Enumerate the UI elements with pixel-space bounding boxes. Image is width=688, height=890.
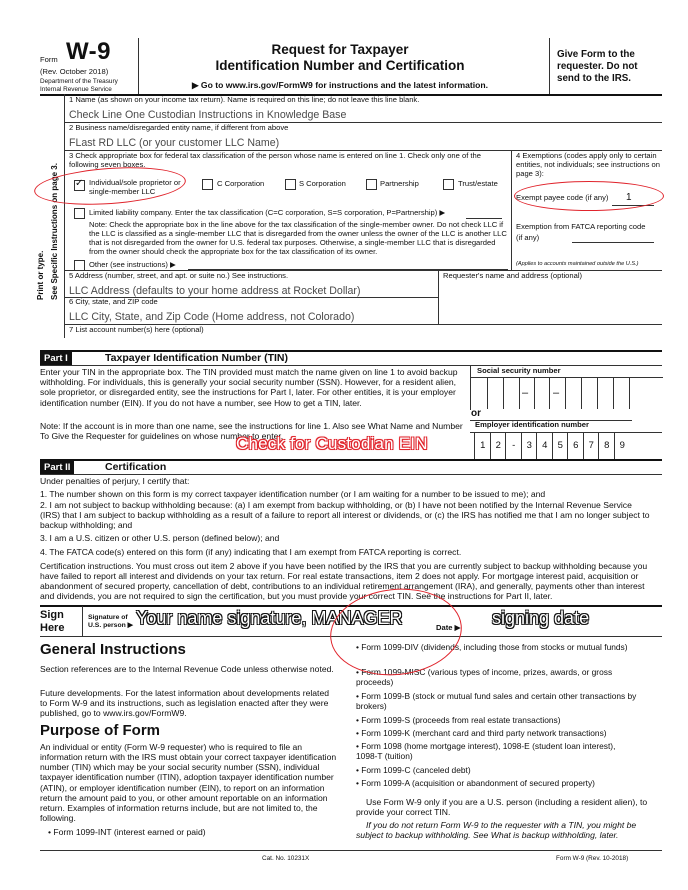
- line1-label: 1 Name (as shown on your income tax return). Name is required on this line; do not leave this line blank.: [69, 95, 420, 104]
- date-label: Date ▶: [436, 623, 461, 632]
- date-field[interactable]: signing date: [492, 608, 590, 628]
- use-w9-paragraph: Use Form W-9 only if you are a U.S. person (including a resident alien), to provide your correct TIN.: [356, 797, 648, 818]
- cert-item4: 4. The FATCA code(s) entered on this form (if any) indicating that I am exempt from FATCA reporting is correct.: [40, 547, 462, 557]
- give-form-note: Give Form to the requester. Do not send to the IRS.: [557, 49, 638, 84]
- line3-label: 3 Check appropriate box for federal tax classification of the person whose name is entered on line 1. Check only one of the following seven boxes.: [69, 151, 481, 169]
- individual-label: Individual/sole proprietor or single-member LLC: [89, 178, 181, 196]
- part1-title: Taxpayer Identification Number (TIN): [105, 352, 288, 364]
- cert-item1: 1. The number shown on this form is my correct taxpayer identification number (or I am waiting for a number to be issued to me); and: [40, 489, 546, 499]
- footer-form-ref: Form W-9 (Rev. 10-2018): [556, 855, 629, 862]
- bullet-item: • Form 1099-A (acquisition or abandonment of secured property): [356, 778, 595, 788]
- goto-instructions: ▶ Go to www.irs.gov/FormW9 for instructions and the latest information.: [191, 80, 489, 90]
- department: Department of the Treasury: [40, 78, 118, 85]
- ein-digit: 8: [598, 433, 615, 459]
- ein-digit: 5: [552, 433, 569, 459]
- signature-field[interactable]: Your name signature, MANAGER: [136, 608, 403, 628]
- purpose-p: An individual or entity (Form W-9 requester) who is required to file an information return with the IRS must obtain your correct taxpayer identification number (TIN) which may be your social security number (SSN), individual taxpayer identification number (ITIN), adoption taxpayer identification number (ATIN), or employer identification number (EIN), to report on an information return the amount paid to you, or other amount reportable on an information return. Examples of information returns include, but are not limited to, the following.: [40, 742, 337, 823]
- ein-digit: 3: [521, 433, 538, 459]
- ssn-label: Social security number: [477, 366, 561, 375]
- part1-label: Part I: [40, 352, 72, 365]
- part2-title: Certification: [105, 461, 167, 473]
- ssn-box: [470, 365, 663, 410]
- exempt-payee-code[interactable]: 1: [626, 192, 632, 203]
- trust-estate-label: Trust/estate: [458, 179, 498, 188]
- llc-classification-field[interactable]: [466, 218, 502, 219]
- line5-address-field[interactable]: LLC Address (defaults to your home address at Rocket Dollar): [69, 285, 361, 297]
- fatca-code-field[interactable]: [572, 242, 654, 243]
- general-instructions-title: General Instructions: [40, 641, 186, 658]
- or-label: or: [471, 408, 481, 419]
- llc-checkbox[interactable]: [74, 208, 85, 219]
- ein-digit: 4: [536, 433, 553, 459]
- ein-input[interactable]: [470, 433, 640, 460]
- bullet-item: • Form 1099-C (canceled debt): [356, 765, 471, 775]
- signature-label: Signature of U.S. person ▶: [88, 614, 133, 630]
- cert-item2: 2. I am not subject to backup withholding because: (a) I am exempt from backup withholding, or (b) I have not been notified by the Internal Revenue Service (IRS) that I am subject to backup withholding as a result of a failure to report all interest or dividends, or (c) the IRS has notified me that I am no longer subject to backup withholding; and: [40, 500, 650, 531]
- future-developments: Future developments. For the latest information about developments related to Form W-9 and its instructions, such as legislation enacted after they were published, go to www.irs.gov/FormW9.: [40, 688, 330, 719]
- form-title-line1: Request for Taxpayer: [271, 42, 409, 57]
- ein-digit: 2: [490, 433, 507, 459]
- ein-label: Employer identification number: [475, 420, 589, 429]
- purpose-title: Purpose of Form: [40, 722, 161, 739]
- ein-box: [470, 420, 662, 460]
- ein-digit: 6: [567, 433, 584, 459]
- part1-body: Enter your TIN in the appropriate box. The TIN provided must match the name given on line 1 to avoid backup withholding. For individuals, this is generally your social security number (SSN). However, for a resident alien, sole proprietor, or disregarded entity, see the instructions for Part I, later. For other entities, it is your employer identification number (EIN). If you do not have a number, see How to get a TIN, later.: [40, 367, 458, 408]
- ein-digit: 9: [614, 433, 631, 459]
- form-revision: (Rev. October 2018): [40, 67, 109, 76]
- ein-digit: 1: [474, 433, 491, 459]
- general-p1: Section references are to the Internal Revenue Code unless otherwise noted.: [40, 664, 334, 674]
- sign-here-label: Sign Here: [40, 609, 65, 634]
- irs-label: Internal Revenue Service: [40, 86, 112, 93]
- part2-label: Part II: [40, 461, 74, 474]
- bullet-item: • Form 1099-DIV (dividends, including those from stocks or mutual funds): [356, 642, 628, 652]
- line2-business-name-field[interactable]: FLast RD LLC (or your customer LLC Name): [69, 137, 280, 149]
- form-title-line2: Identification Number and Certification: [215, 58, 465, 73]
- trust-estate-checkbox[interactable]: [443, 179, 454, 190]
- cert-instructions: Certification instructions. You must cross out item 2 above if you have been notified by the IRS that you are currently subject to backup withholding because you have failed to report all interest and dividends on your tax return. For real estate transactions, item 2 does not apply. For mortgage interest paid, acquisition or abandonment of secured property, cancellation of debt, contributions to an individual retirement arrangement (IRA), and generally, payments other than interest and dividends, you are not required to sign the certification, but you must provide your correct TIN. See the instructions for Part II, later.: [40, 561, 648, 602]
- c-corporation-label: C Corporation: [217, 179, 265, 188]
- side-label-print: Print or type.: [36, 250, 45, 300]
- requester-label: Requester's name and address (optional): [443, 271, 583, 280]
- llc-note: Note: Check the appropriate box in the line above for the tax classification of the single-member owner. Do not check LLC if the LLC is classified as a single-member LLC that is disregarded from the owner unless the owner of the LLC is another LLC that is not disregarded from the owner for U.S. federal tax purposes. Otherwise, a single-member LLC that is disregarded from the owner should check the appropriate box for the tax classification of its owner.: [89, 220, 507, 256]
- bullet-item: • Form 1099-K (merchant card and third party network transactions): [356, 728, 607, 738]
- bullet-item: • Form 1099-S (proceeds from real estate transactions): [356, 715, 561, 725]
- catalog-number: Cat. No. 10231X: [262, 855, 310, 862]
- custodian-ein-annotation: Check for Custodian EIN: [236, 434, 428, 453]
- form-number: W-9: [66, 38, 112, 65]
- exempt-payee-highlight-oval: [514, 181, 664, 211]
- ein-digit: -: [505, 433, 522, 459]
- bullet-1099-int: • Form 1099-INT (interest earned or paid): [48, 827, 206, 837]
- line2-label: 2 Business name/disregarded entity name, if different from above: [69, 123, 289, 132]
- s-corporation-checkbox[interactable]: [285, 179, 296, 190]
- cert-item3: 3. I am a U.S. citizen or other U.S. person (defined below); and: [40, 533, 280, 543]
- partnership-checkbox[interactable]: [366, 179, 377, 190]
- backup-withholding-paragraph: If you do not return Form W-9 to the requester with a TIN, you might be subject to backup withholding. See What is backup withholding, later.: [356, 820, 637, 841]
- line5-label: 5 Address (number, street, and apt. or suite no.) See instructions.: [69, 271, 289, 280]
- exempt-payee-label: Exempt payee code (if any): [516, 193, 609, 202]
- other-label: Other (see instructions) ▶: [89, 260, 176, 269]
- bullet-item: • Form 1099-MISC (various types of income, prizes, awards, or gross proceeds): [356, 667, 613, 687]
- c-corporation-checkbox[interactable]: [202, 179, 213, 190]
- bullet-item: • Form 1099-B (stock or mutual fund sales and certain other transactions by brokers): [356, 691, 637, 711]
- line6-label: 6 City, state, and ZIP code: [69, 297, 158, 306]
- partnership-label: Partnership: [380, 179, 419, 188]
- fatca-note: (Applies to accounts maintained outside the U.S.): [516, 261, 639, 267]
- form-label: Form: [40, 55, 58, 64]
- side-label-see: See Specific Instructions on page 3.: [50, 163, 59, 300]
- bullet-item: • Form 1098 (home mortgage interest), 1098-E (student loan interest), 1098-T (tuition): [356, 741, 616, 761]
- llc-label: Limited liability company. Enter the tax classification (C=C corporation, S=S corporation, P=Partnership) ▶: [89, 208, 446, 217]
- ssn-input[interactable]: – –: [471, 377, 663, 410]
- ein-digit: 7: [583, 433, 600, 459]
- fatca-label: Exemption from FATCA reporting code (if any): [516, 222, 646, 243]
- s-corporation-label: S Corporation: [299, 179, 346, 188]
- line7-label: 7 List account number(s) here (optional): [69, 325, 204, 334]
- part2-intro: Under penalties of perjury, I certify that:: [40, 476, 190, 486]
- line1-name-field[interactable]: Check Line One Custodian Instructions in Knowledge Base: [69, 109, 347, 121]
- part1-note: Note: If the account is in more than one name, see the instructions for line 1. Also see What Name and Number To Give the Requester for guidelines on whose number to enter.: [40, 421, 463, 442]
- exemptions-label: 4 Exemptions (codes apply only to certain entities, not individuals; see instructions on page 3):: [516, 151, 660, 178]
- line6-city-field[interactable]: LLC City, State, and Zip Code (Home address, not Colorado): [69, 311, 355, 323]
